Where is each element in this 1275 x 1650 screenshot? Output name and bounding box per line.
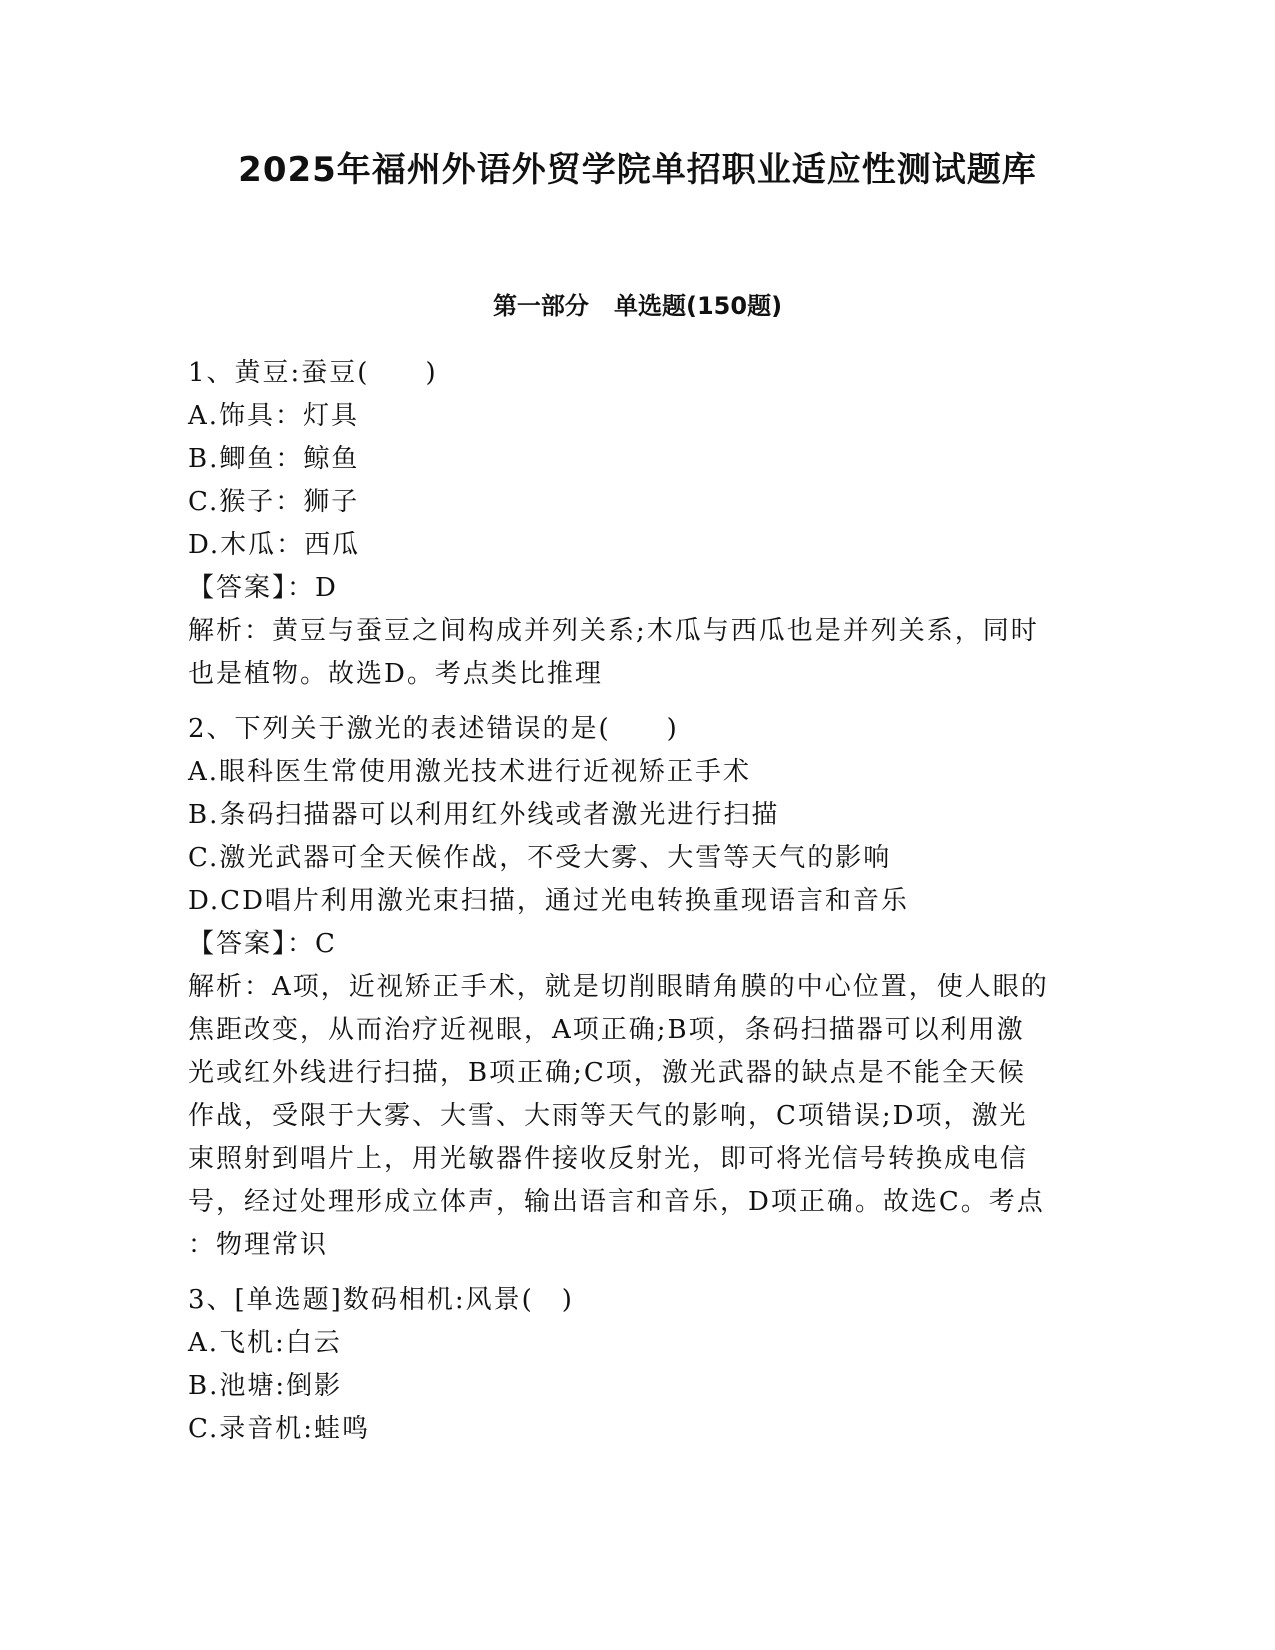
analysis-line: 作战，受限于大雾、大雪、大雨等天气的影响，C项错误;D项，激光 — [188, 1101, 1028, 1131]
answer: 【答案】：C — [188, 929, 337, 959]
analysis-line: 号，经过处理形成立体声，输出语言和音乐，D项正确。故选C。考点 — [188, 1187, 1045, 1217]
option-a: A.饰具：灯具 — [188, 401, 360, 431]
option-a: A.眼科医生常使用激光技术进行近视矫正手术 — [188, 757, 752, 787]
question-stem: 3、[单选题]数码相机:风景( ) — [188, 1285, 574, 1315]
analysis-line: ：物理常识 — [188, 1230, 329, 1260]
option-d: D.CD唱片利用激光束扫描，通过光电转换重现语言和音乐 — [188, 886, 909, 916]
option-a: A.飞机:白云 — [188, 1328, 342, 1358]
question-stem: 2、下列关于激光的表述错误的是( ) — [188, 714, 679, 744]
question-3 — [188, 1279, 1088, 1451]
option-c: C.录音机:蛙鸣 — [188, 1414, 370, 1444]
question-2 — [188, 708, 1088, 1267]
option-c: C.猴子：狮子 — [188, 487, 360, 517]
section-title: 第一部分 单选题(150题) — [492, 292, 783, 320]
option-b: B.条码扫描器可以利用红外线或者激光进行扫描 — [188, 800, 780, 830]
document-title: 2025年福州外语外贸学院单招职业适应性测试题库 — [238, 150, 1037, 190]
question-list — [188, 352, 1088, 1463]
analysis-line: 焦距改变，从而治疗近视眼，A项正确;B项，条码扫描器可以利用激 — [188, 1015, 1025, 1045]
analysis-line: 光或红外线进行扫描，B项正确;C项，激光武器的缺点是不能全天候 — [188, 1058, 1026, 1088]
option-c: C.激光武器可全天候作战，不受大雾、大雪等天气的影响 — [188, 843, 892, 873]
analysis-line: 解析：黄豆与蚕豆之间构成并列关系;木瓜与西瓜也是并列关系，同时 — [188, 616, 1039, 646]
option-b: B.池塘:倒影 — [188, 1371, 343, 1401]
option-b: B.鲫鱼：鲸鱼 — [188, 444, 360, 474]
answer: 【答案】：D — [188, 573, 338, 603]
analysis-line: 束照射到唱片上，用光敏器件接收反射光，即可将光信号转换成电信 — [188, 1144, 1029, 1174]
option-d: D.木瓜：西瓜 — [188, 530, 361, 560]
question-stem: 1、黄豆:蚕豆( ) — [188, 358, 438, 388]
question-1 — [188, 352, 1088, 696]
analysis-line: 解析：A项，近视矫正手术，就是切削眼睛角膜的中心位置，使人眼的 — [188, 972, 1049, 1002]
analysis-line: 也是植物。故选D。考点类比推理 — [188, 659, 603, 689]
